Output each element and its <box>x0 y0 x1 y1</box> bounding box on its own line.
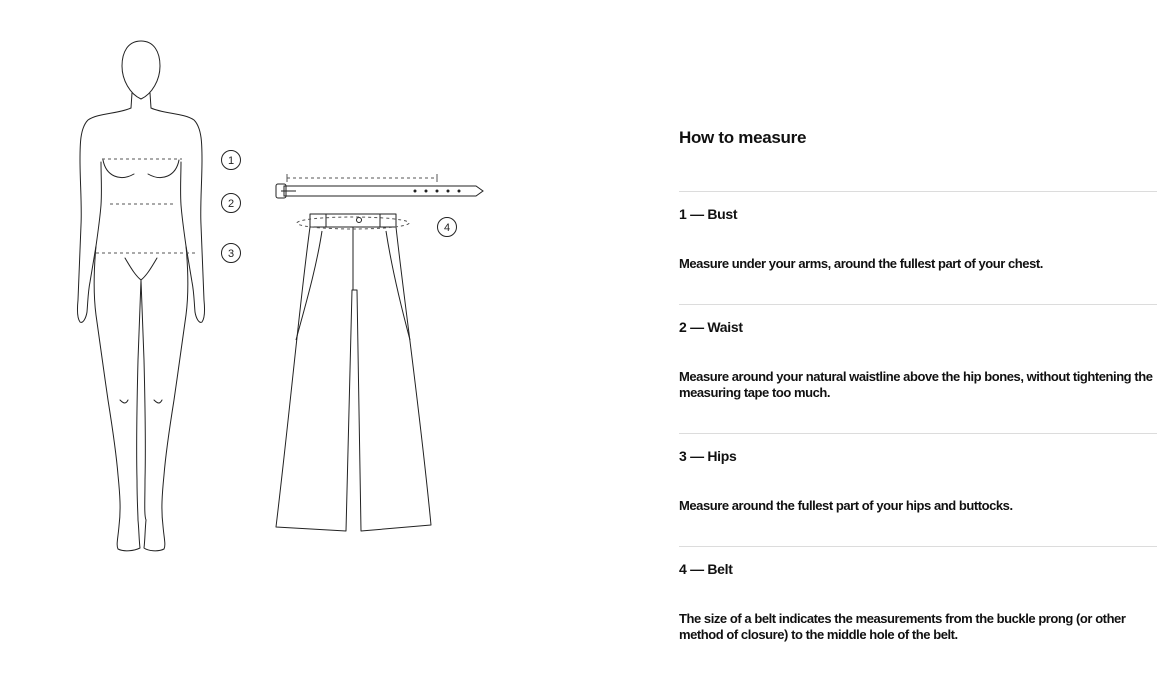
marker-waist <box>222 194 241 213</box>
section-bust <box>679 191 1157 305</box>
page-title: How to measure <box>679 128 807 147</box>
marker-hips <box>222 244 241 263</box>
marker-hips-label: 3 <box>227 248 235 260</box>
belt-illustration <box>276 174 483 198</box>
marker-belt <box>438 218 457 237</box>
section-heading: 1 — Bust <box>679 206 738 222</box>
trousers-illustration <box>276 214 431 531</box>
section-heading: 2 — Waist <box>679 319 743 335</box>
section-waist <box>679 304 1157 434</box>
marker-bust-label: 1 <box>227 155 235 167</box>
measurement-guide-panel <box>679 0 1157 691</box>
marker-belt-label: 4 <box>443 222 451 234</box>
section-description: Measure under your arms, around the fullest part of your chest. <box>679 256 1043 271</box>
section-description: Measure around the fullest part of your hips and buttocks. <box>679 498 1013 513</box>
section-belt <box>679 546 1157 677</box>
marker-waist-label: 2 <box>227 198 235 210</box>
section-description: Measure around your natural waistline above the hip bones, without tightening the measuring tape too much. <box>679 369 1153 400</box>
marker-bust <box>222 151 241 170</box>
section-heading: 4 — Belt <box>679 561 733 577</box>
body-figure-illustration <box>77 41 204 551</box>
section-description: The size of a belt indicates the measurements from the buckle prong (or other method of closure) to the middle hole of the belt. <box>679 611 1126 642</box>
section-hips <box>679 433 1157 547</box>
section-heading: 3 — Hips <box>679 448 737 464</box>
